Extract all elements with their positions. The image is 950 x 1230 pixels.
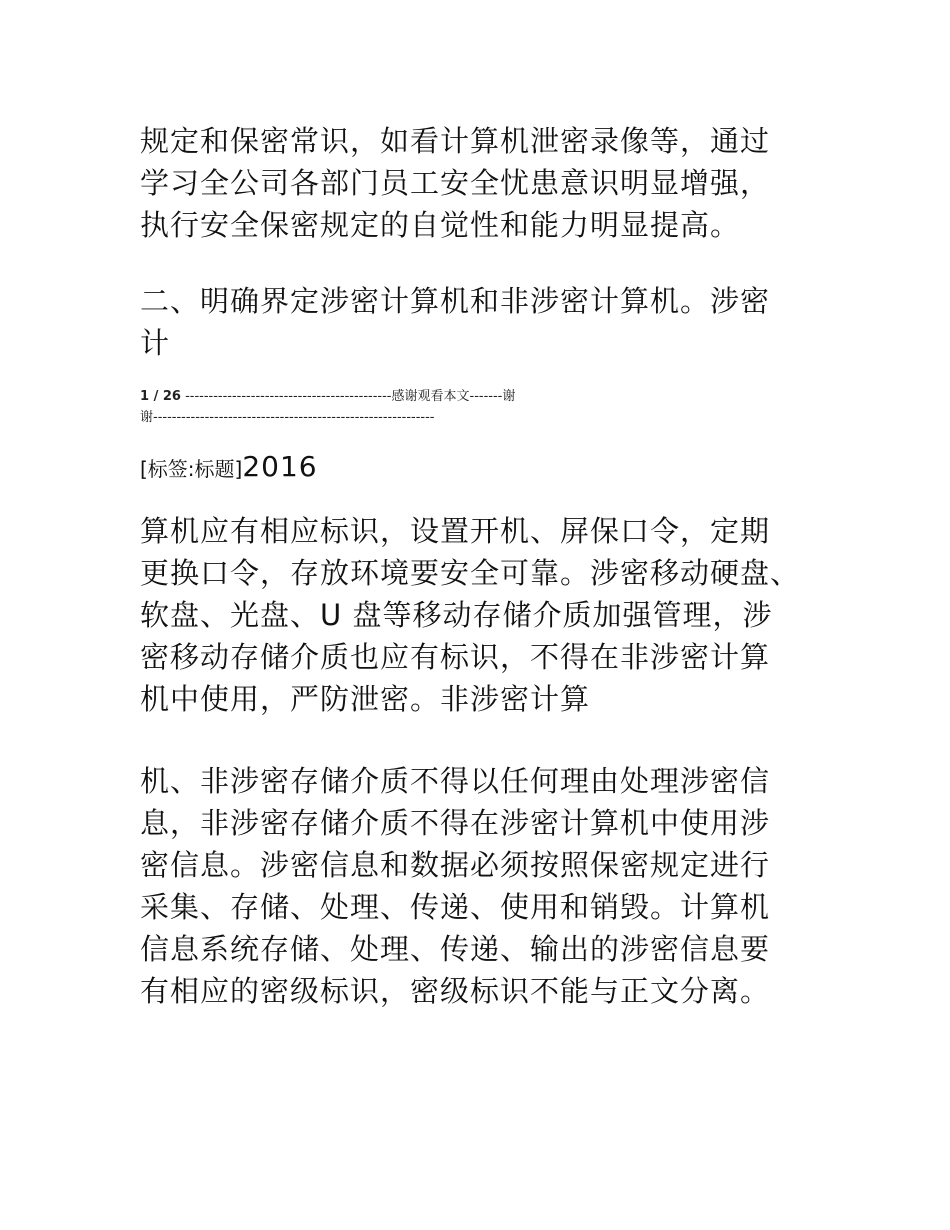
paragraph-2-line: 软盘、光盘、U 盘等移动存储介质加强管理，涉: [140, 598, 773, 632]
paragraph-1-line: 学习全公司各部门员工安全忧患意识明显增强，: [140, 166, 771, 200]
paragraph-3-line: 有相应的密级标识，密级标识不能与正文分离。: [140, 974, 771, 1008]
footer-line-1: [140, 386, 760, 407]
paragraph-3-line: 机、非涉密存储介质不得以任何理由处理涉密信: [140, 764, 771, 798]
footer-line-2: [140, 407, 760, 428]
paragraph-2-line: 密移动存储介质也应有标识，不得在非涉密计算: [140, 640, 771, 674]
footer-thanks: 感谢观看本文: [391, 389, 470, 404]
paragraph-1-line: 执行安全保密规定的自觉性和能力明显提高。: [140, 208, 741, 242]
footer-xie: 谢: [140, 410, 154, 425]
paragraph-3-line: 采集、存储、处理、传递、使用和销毁。计算机: [140, 890, 771, 924]
tag-year: 2016: [242, 450, 318, 483]
footer-dashes: -------: [469, 389, 503, 404]
footer-dashes: --------------------------------------------: [185, 389, 392, 404]
section-heading: [140, 280, 840, 364]
footer-xie: 谢: [502, 389, 516, 404]
page-number: 1 / 26: [140, 389, 181, 404]
paragraph-3-line: 信息系统存储、处理、传递、输出的涉密信息要: [140, 932, 771, 966]
paragraph-2-line: 更换口令，存放环境要安全可靠。涉密移动硬盘、: [140, 556, 801, 590]
paragraph-1: [140, 120, 840, 246]
section-heading-line: 二、明确界定涉密计算机和非涉密计算机。涉密: [140, 284, 771, 318]
paragraph-3: [140, 760, 840, 1012]
section-heading-line: 计: [140, 326, 171, 360]
paragraph-2-line: 机中使用，严防泄密。非涉密计算: [140, 682, 591, 716]
paragraph-1-line: 规定和保密常识，如看计算机泄密录像等，通过: [140, 124, 771, 158]
paragraph-2: [140, 510, 840, 720]
paragraph-3-line: 息，非涉密存储介质不得在涉密计算机中使用涉: [140, 806, 771, 840]
footer-dashes: ------------------------------------------------------------: [153, 410, 435, 425]
paragraph-3-line: 密信息。涉密信息和数据必须按照保密规定进行: [140, 848, 771, 882]
page-footer: [140, 386, 760, 428]
paragraph-2-line: 算机应有相应标识，设置开机、屏保口令，定期: [140, 514, 771, 548]
tag-line: [140, 450, 318, 483]
tag-label: [标签:标题]: [140, 457, 243, 481]
